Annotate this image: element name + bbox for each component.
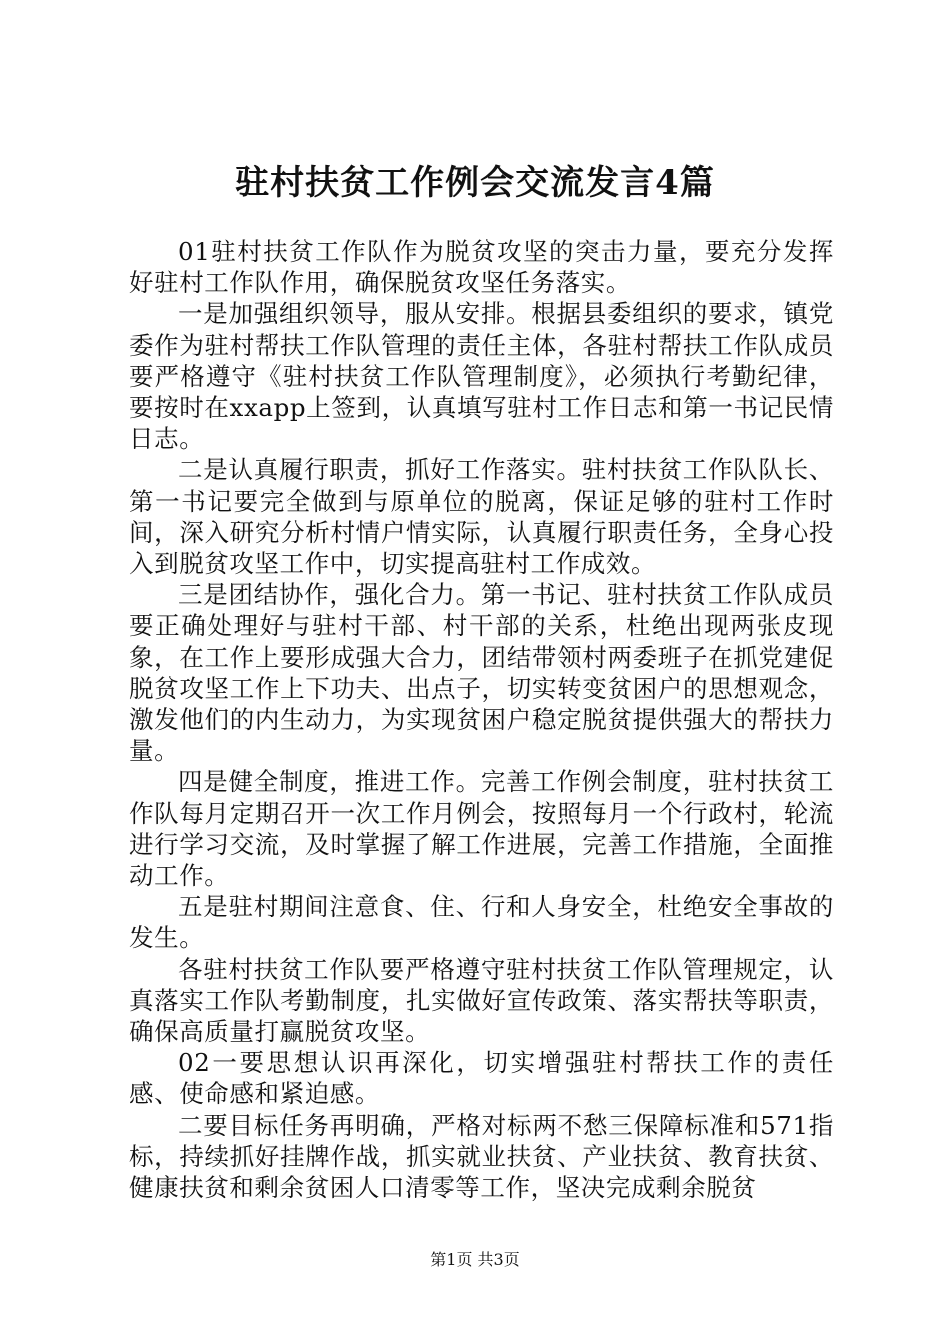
page-title: 驻村扶贫工作例会交流发言4篇	[235, 163, 715, 203]
paragraph: 各驻村扶贫工作队要严格遵守驻村扶贫工作队管理规定，认真落实工作队考勤制度，扎实做好宣传政策、落实帮扶等职责，确保高质量打赢脱贫攻坚。	[129, 954, 834, 1047]
paragraph: 01驻村扶贫工作队作为脱贫攻坚的突击力量，要充分发挥好驻村工作队作用，确保脱贫攻坚任务落实。	[129, 237, 834, 298]
paragraph: 一是加强组织领导，服从安排。根据县委组织的要求，镇党委作为驻村帮扶工作队管理的责任主体，各驻村帮扶工作队成员要严格遵守《驻村扶贫工作队管理制度》，必须执行考勤纪律，要按时在xxapp上签到，认真填写驻村工作日志和第一书记民情日志。	[129, 299, 834, 454]
paragraph: 02一要思想认识再深化，切实增强驻村帮扶工作的责任感、使命感和紧迫感。	[129, 1048, 834, 1109]
paragraph: 二是认真履行职责，抓好工作落实。驻村扶贫工作队队长、第一书记要完全做到与原单位的脱离，保证足够的驻村工作时间，深入研究分析村情户情实际，认真履行职责任务，全身心投入到脱贫攻坚工作中，切实提高驻村工作成效。	[129, 455, 834, 579]
paragraph: 三是团结协作，强化合力。第一书记、驻村扶贫工作队成员要正确处理好与驻村干部、村干部的关系，杜绝出现两张皮现象，在工作上要形成强大合力，团结带领村两委班子在抓党建促脱贫攻坚工作上下功夫、出点子，切实转变贫困户的思想观念，激发他们的内生动力，为实现贫困户稳定脱贫提供强大的帮扶力量。	[129, 580, 834, 766]
paragraph: 五是驻村期间注意食、住、行和人身安全，杜绝安全事故的发生。	[129, 892, 834, 953]
page-footer: 第1页 共3页	[430, 1250, 520, 1269]
paragraph: 四是健全制度，推进工作。完善工作例会制度，驻村扶贫工作队每月定期召开一次工作月例会，按照每月一个行政村，轮流进行学习交流，及时掌握了解工作进展，完善工作措施，全面推动工作。	[129, 767, 834, 891]
paragraph: 二要目标任务再明确，严格对标两不愁三保障标准和571指标，持续抓好挂牌作战，抓实就业扶贫、产业扶贫、教育扶贫、健康扶贫和剩余贫困人口清零等工作，坚决完成剩余脱贫	[129, 1110, 834, 1203]
document-body	[129, 236, 834, 1203]
